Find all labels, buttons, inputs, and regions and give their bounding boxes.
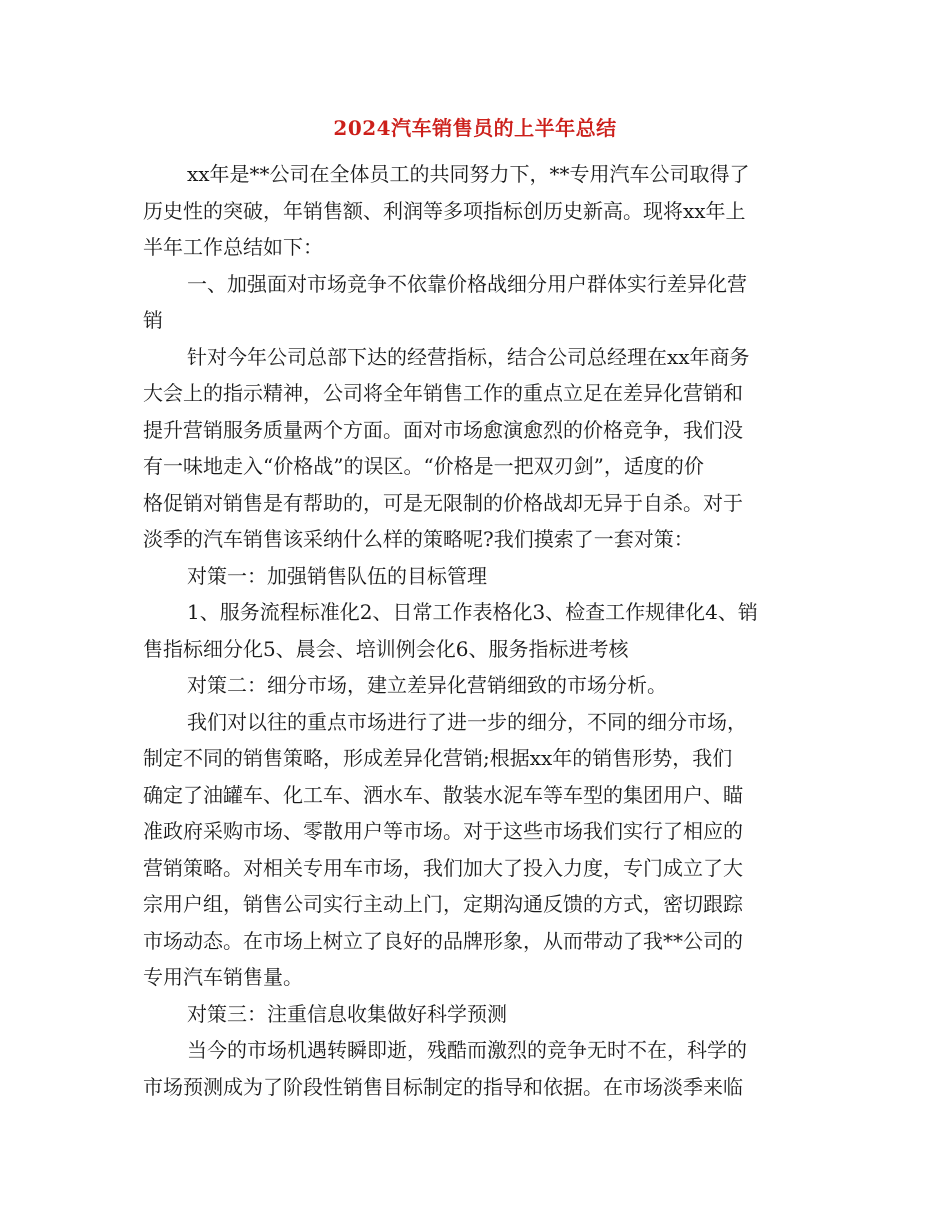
body-line: 对策三：注重信息收集做好科学预测: [187, 1001, 507, 1026]
body-line: 对策一：加强销售队伍的目标管理: [187, 563, 487, 588]
body-line: 确定了油罐车、化工车、洒水车、散装水泥车等车型的集团用户、瞄: [143, 782, 743, 807]
document-title: 2024汽车销售员的上半年总结: [333, 116, 617, 140]
body-line: 市场预测成为了阶段性销售目标制定的指导和依据。在市场淡季来临: [143, 1074, 743, 1099]
body-line: 售指标细分化5、晨会、培训例会化6、服务指标进考核: [143, 636, 629, 661]
body-line: 宗用户组，销售公司实行主动上门，定期沟通反馈的方式，密切跟踪: [143, 892, 743, 916]
body-line: 对策二：细分市场，建立差异化营销细致的市场分析。: [187, 673, 667, 697]
body-line: 市场动态。在市场上树立了良好的品牌形象，从而带动了我**公司的: [143, 928, 743, 953]
body-line: 营销策略。对相关专用车市场，我们加大了投入力度，专门成立了大: [143, 855, 743, 880]
body-line: 1、服务流程标准化2、日常工作表格化3、检查工作规律化4、销: [187, 600, 758, 624]
body-line: 半年工作总结如下：: [143, 235, 323, 259]
body-line: 大会上的指示精神，公司将全年销售工作的重点立足在差异化营销和: [143, 381, 743, 405]
body-line: 销: [143, 308, 163, 332]
body-line: 一、加强面对市场竞争不依靠价格战细分用户群体实行差异化营: [187, 271, 747, 296]
body-line: 格促销对销售是有帮助的，可是无限制的价格战却无异于自杀。对于: [143, 490, 743, 515]
body-line: 历史性的突破，年销售额、利润等多项指标创历史新高。现将xx年上: [143, 198, 746, 223]
body-line: 当今的市场机遇转瞬即逝，残酷而激烈的竞争无时不在，科学的: [187, 1038, 747, 1062]
document-body: [143, 156, 809, 1105]
body-line: xx年是**公司在全体员工的共同努力下，**专用汽车公司取得了: [187, 162, 750, 186]
body-line: 制定不同的销售策略，形成差异化营销;根据xx年的销售形势，我们: [143, 746, 733, 770]
body-line: 专用汽车销售量。: [143, 965, 303, 989]
body-line: 淡季的汽车销售该采纳什么样的策略呢?我们摸索了一套对策：: [143, 527, 694, 551]
body-line: 有一味地走入“价格战”的误区。“价格是一把双刃剑”，适度的价: [143, 454, 704, 478]
body-line: 我们对以往的重点市场进行了进一步的细分，不同的细分市场，: [187, 709, 747, 734]
body-line: 针对今年公司总部下达的经营指标，结合公司总经理在xx年商务: [187, 344, 750, 369]
body-line: 提升营销服务质量两个方面。面对市场愈演愈烈的价格竞争，我们没: [143, 417, 743, 442]
body-line: 准政府采购市场、零散用户等市场。对于这些市场我们实行了相应的: [143, 819, 743, 843]
